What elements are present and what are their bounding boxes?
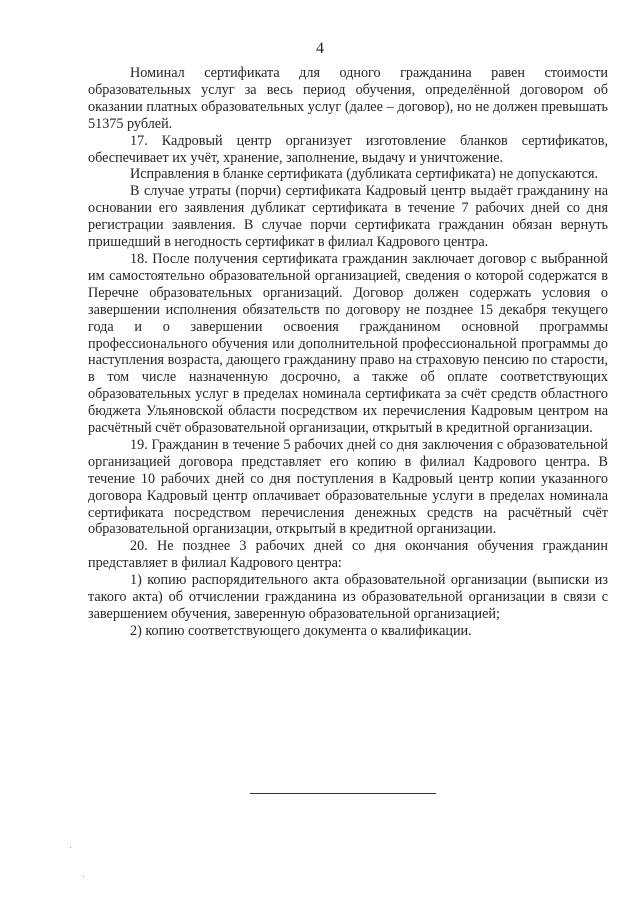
paragraph-18: 18. После получения сертификата гражданин заключает договор с выбранной им самостоятельно образовательной организацией, сведения о которой содержатся в Перечне образовательных организаций. Договор должен содержать условия о завершении исполнения обязательств по договору не позднее 15 декабря текущего года и о завершении освоения гражданином основной программы профессионального обучения или дополнительной профессиональной программы до наступления возраста, дающего гражданину право на страховую пенсию по старости, в том числе назначенную досрочно, а также об оплате соответствующих образовательных услуг в пределах номинала сертификата за счёт средств областного бюджета Ульяновской области посредством их перечисления Кадровым центром на расчётный счёт образовательной организации, открытый в кредитной организации. [88, 250, 608, 437]
paragraph-corrections: Исправления в бланке сертификата (дубликата сертификата) не допускаются. [130, 166, 599, 183]
paragraph-20: 20. Не позднее 3 рабочих дней со дня окончания обучения гражданин представляет в филиал Кадрового центра: [88, 538, 608, 572]
paragraph-duplicate: В случае утраты (порчи) сертификата Кадровый центр выдаёт гражданину на основании его заявления дубликат сертификата в течение 7 рабочих дней со дня регистрации заявления. В случае порчи сертификата гражданин обязан вернуть пришедший в негодность сертификат в филиал Кадрового центра. [88, 183, 608, 251]
paragraph-17: 17. Кадровый центр организует изготовление бланков сертификатов, обеспечивает их учёт, хранение, заполнение, выдачу и уничтожение. [88, 132, 608, 166]
document-body [88, 65, 608, 640]
page-number: 4 [316, 40, 324, 57]
paragraph-certificate-nominal: Номинал сертификата для одного гражданина равен стоимости образовательных услуг за весь период обучения, определённой договором об оказании платных образовательных услуг (далее – договор), но не должен превышать 51375 рублей. [88, 65, 608, 132]
scan-speck [83, 876, 84, 877]
list-item-1: 1) копию распорядительного акта образовательной организации (выписки из такого акта) об отчислении гражданина из образовательной организации в связи с завершением обучения, заверенную образовательной организацией; [88, 572, 608, 622]
list-item-2: 2) копию соответствующего документа о квалификации. [130, 622, 472, 639]
scan-speck [70, 847, 71, 848]
end-divider [250, 793, 436, 794]
paragraph-19: 19. Гражданин в течение 5 рабочих дней со дня заключения с образовательной организацией договора представляет его копию в филиал Кадрового центра. В течение 10 рабочих дней со дня поступления в Кадровый центр копии указанного договора Кадровый центр оплачивает образовательные услуги в пределах номинала сертификата посредством перечисления денежных средств на расчётный счёт образовательной организации, открытый в кредитной организации. [88, 436, 608, 538]
